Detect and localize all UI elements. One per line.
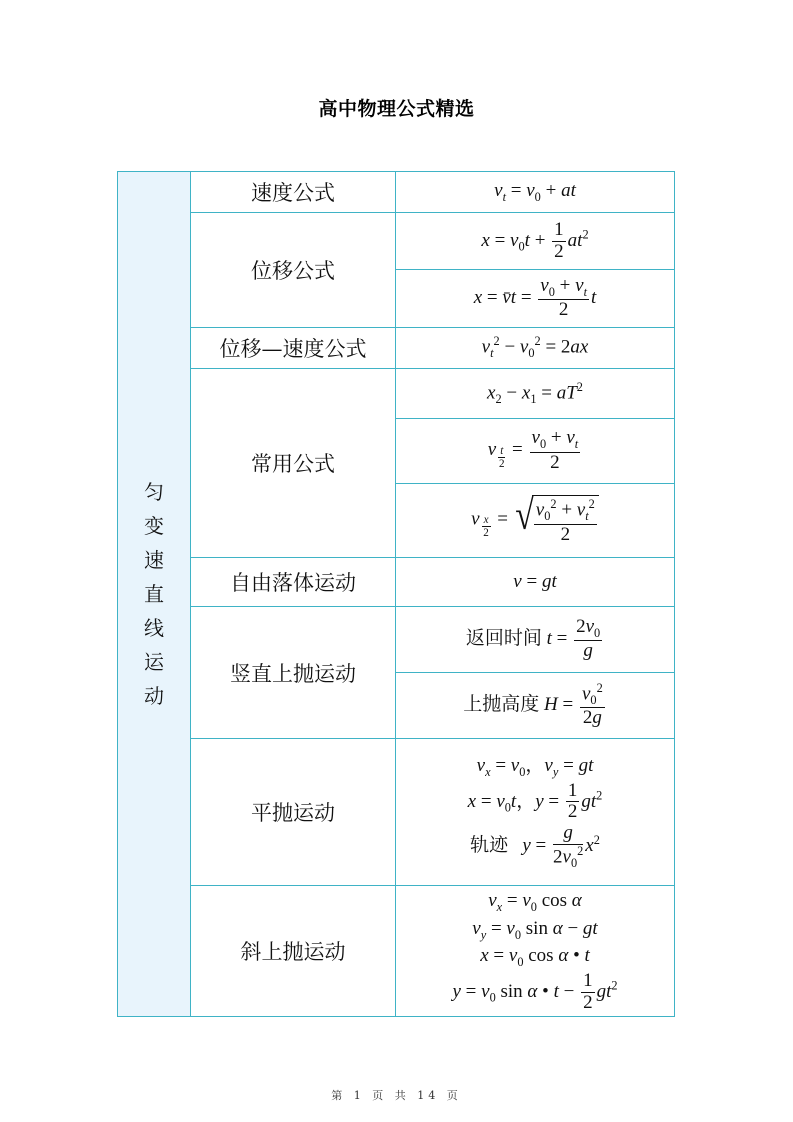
formula-name: 位移—速度公式	[191, 328, 396, 369]
label-return-time: 返回时间	[465, 627, 542, 649]
category-char: 匀	[144, 480, 164, 504]
formula-free-fall: v = gt	[396, 558, 675, 607]
formula-displacement-velocity: $v_t^2 - v_0^2 = 2ax$	[396, 328, 675, 369]
category-cell	[118, 172, 191, 1017]
formula-horizontal-projectile: $v_x = v_0$，$v_y$ = gt $x = v_0t$，y = $\frac{1}{2}$ $gt^2$ 轨迹 y = $\frac{g}{2v_0^2}$ $x^2$	[396, 739, 675, 886]
formula-name: 位移公式	[191, 213, 396, 328]
formula-common-2: v $_{\frac{t}{2}}$ = $\frac{v_0 + v_t}{2}$	[396, 419, 675, 484]
category-char: 直	[144, 582, 164, 606]
label-trajectory: 轨迹	[470, 835, 509, 857]
formula-table	[117, 171, 675, 1017]
formula-common-1: $x_2 - x_1 = aT^2$	[396, 369, 675, 419]
formula-velocity: $v_t = v_0$ + at	[396, 172, 675, 213]
page-title: 高中物理公式精选	[318, 98, 475, 120]
category-char: 线	[144, 616, 164, 640]
category-char: 速	[144, 548, 164, 572]
formula-oblique-projectile: $v_x = v_0$ cos α $v_y = v_0$ sin α − gt $x = v_0$ cos α • t $y = v_0$ sin α • t − $\frac{1}{2}$ $gt^2$	[396, 886, 675, 1017]
formula-common-3: v $_{\frac{x}{2}}$ = √ $\frac{v_0^2 + v_t^2}{2}$	[396, 484, 675, 558]
category-char: 运	[144, 650, 164, 674]
formula-name: 速度公式	[191, 172, 396, 213]
category-char: 动	[144, 684, 164, 708]
formula-displacement-2: x = v̄t = $\frac{v_0 + v_t}{2}$ t	[396, 270, 675, 328]
formula-return-time: 返回时间 t = $\frac{2v_0}{g}$	[396, 607, 675, 673]
formula-name: 竖直上抛运动	[191, 607, 396, 739]
category-char: 变	[144, 514, 164, 538]
formula-displacement-1: $x = v_0t$ + $\frac{1}{2}$ $at^2$	[396, 213, 675, 270]
formula-name: 常用公式	[191, 369, 396, 558]
formula-name: 自由落体运动	[191, 558, 396, 607]
formula-rise-height: 上抛高度 H = $\frac{v_0^2}{2g}$	[396, 673, 675, 739]
page-footer: 第 1 页 共 14 页	[331, 1089, 462, 1102]
formula-name: 斜上抛运动	[191, 886, 396, 1017]
label-rise-height: 上抛高度	[463, 693, 540, 715]
formula-name: 平抛运动	[191, 739, 396, 886]
